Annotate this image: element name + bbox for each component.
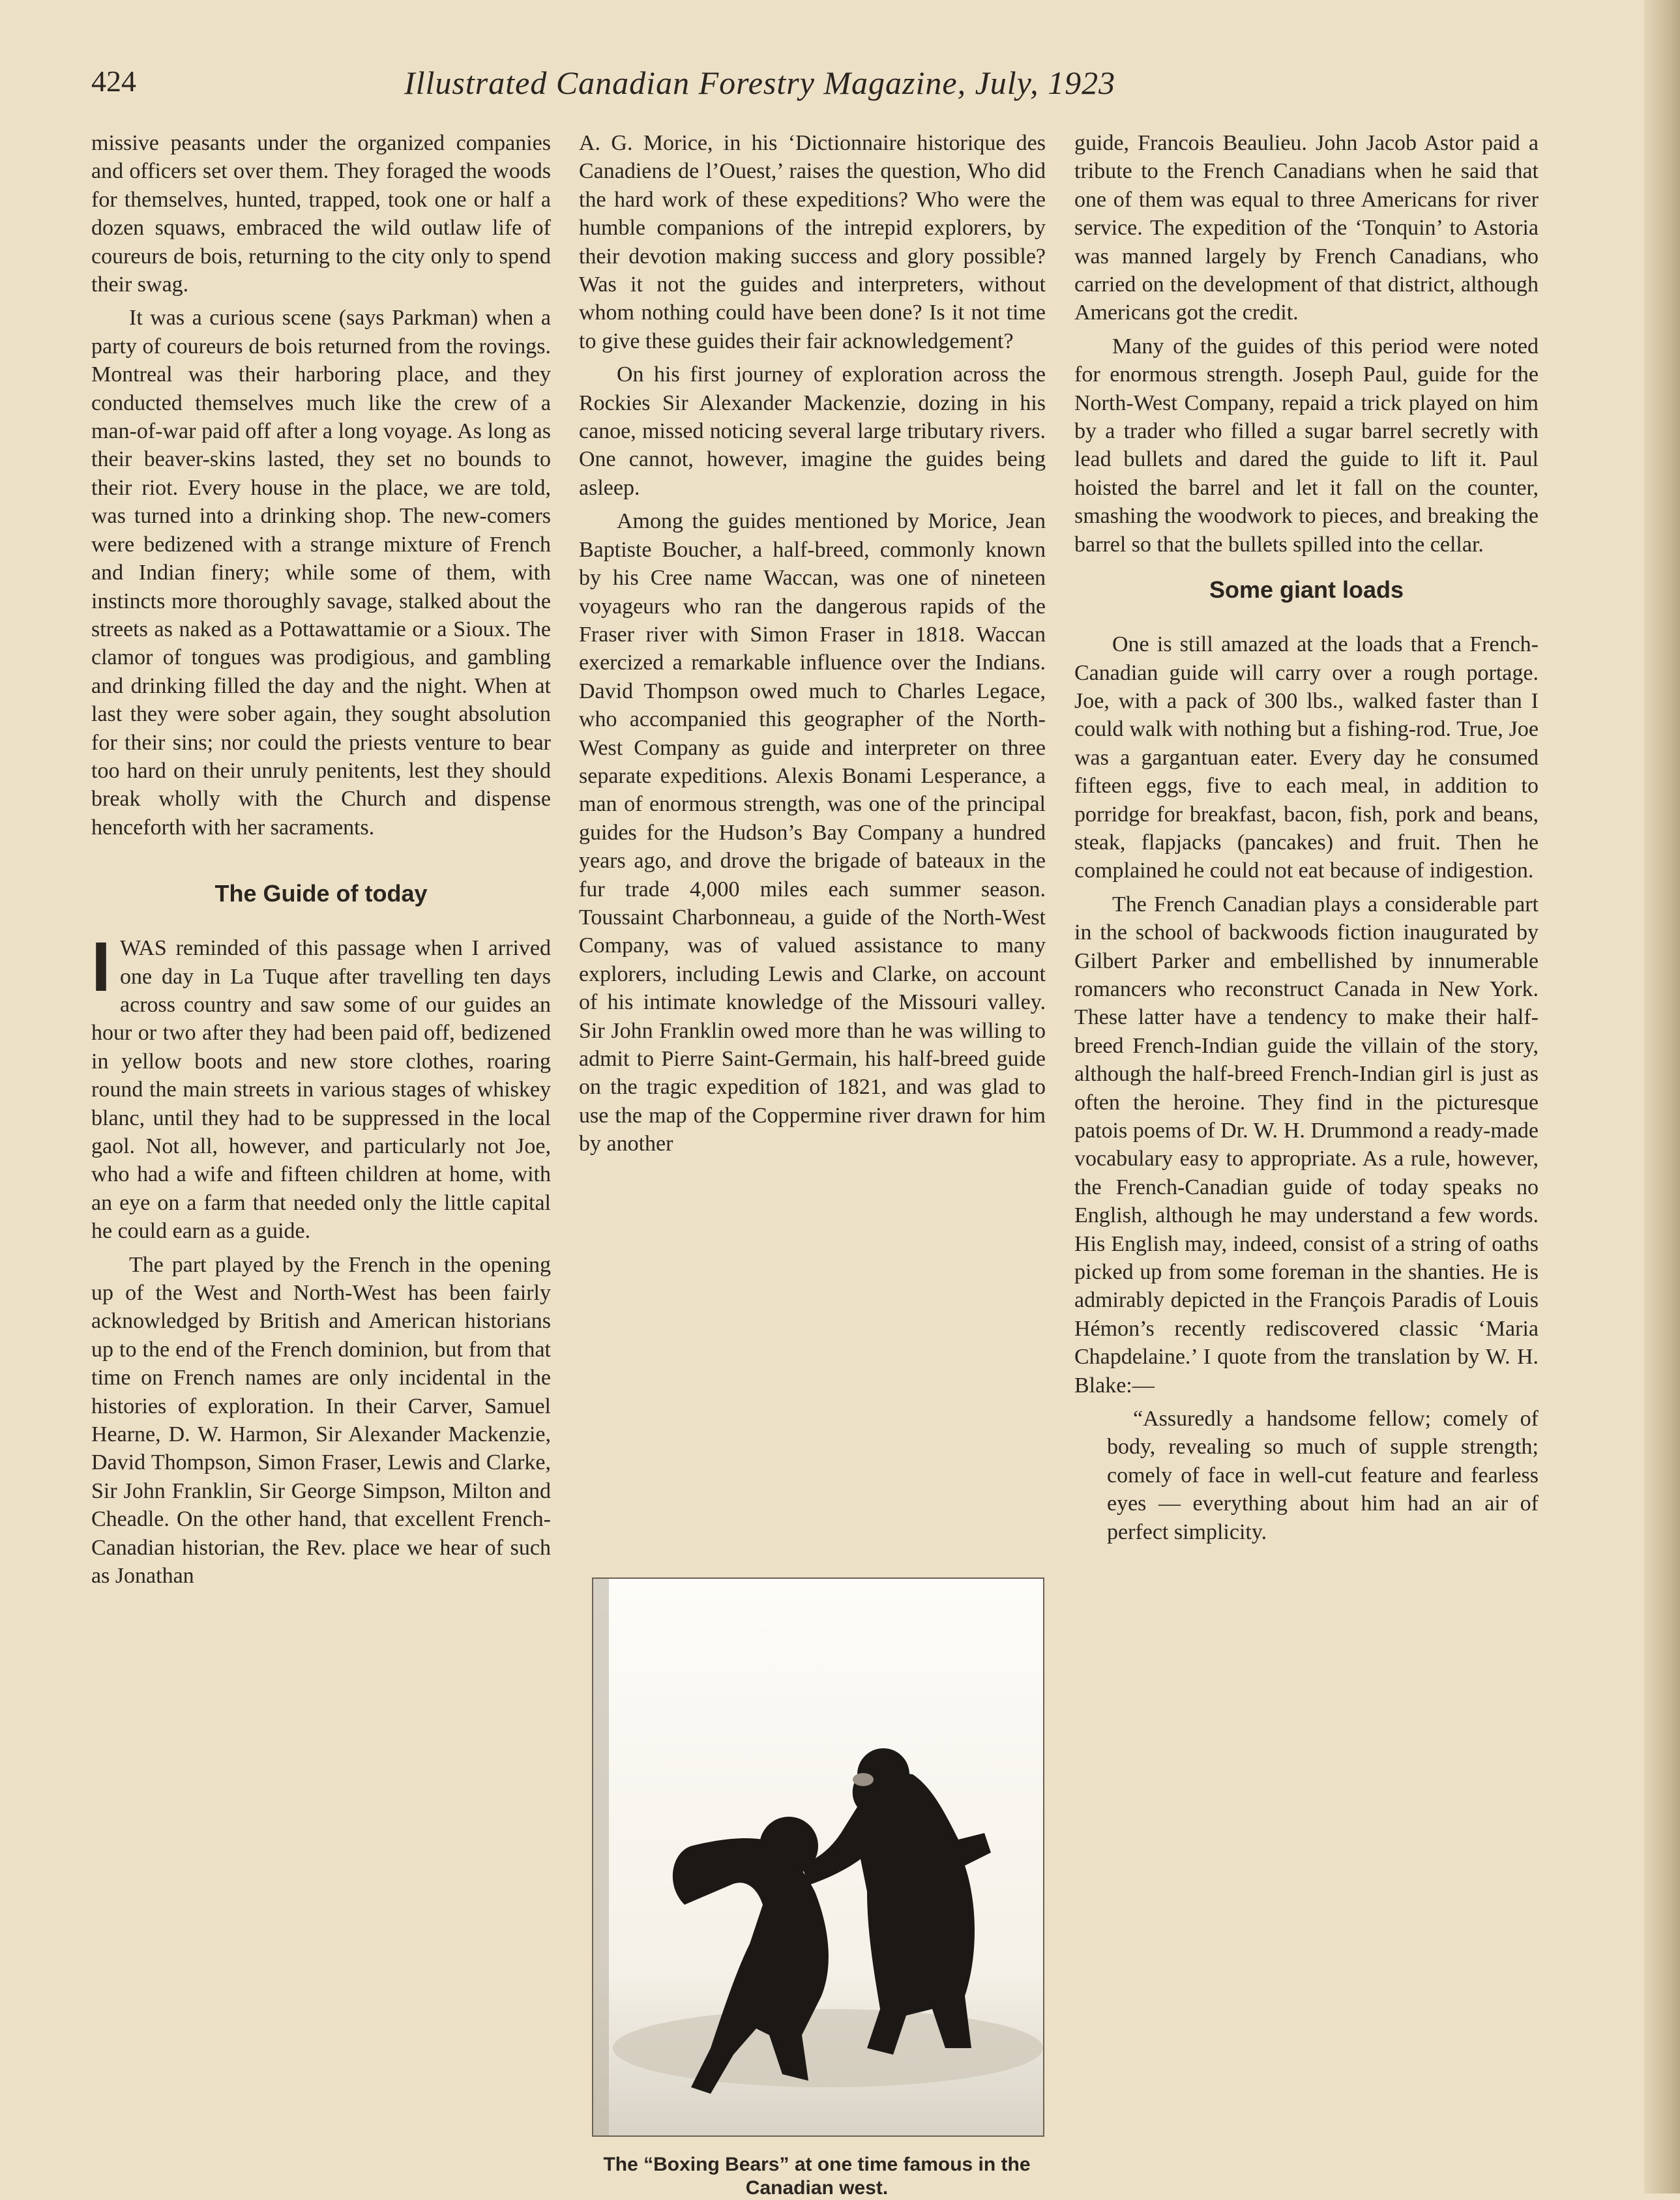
paragraph: guide, Francois Beaulieu. John Jacob Astor paid a tribute to the French Canadians when he said that one of them was equal to three Americans for river service. The expedition of the ‘Tonquin’ to Astoria was manned largely by French Canadians, who carried on the development of that district, although Americans got the credit. xyxy=(1074,131,1539,325)
page-number: 424 xyxy=(91,65,136,98)
paragraph-text: WAS reminded of this passage when I arrived one day in La Tuque after travelling ten days across country and saw some of our guides an hour or two after they had been paid off, bedizened in yellow boots and new store clothes, roaring round the main streets in various stages of whiskey blanc, until they had to be suppressed in the local gaol. Not all, however, and particularly not Joe, who had a wife and fifteen children at home, with an eye on a farm that needed only the little capital he could earn as a guide. xyxy=(91,936,551,1244)
block-quote xyxy=(1074,1405,1539,1546)
drop-cap: I xyxy=(91,927,111,1006)
bears-illustration xyxy=(593,1579,1043,2135)
page-edge-shadow xyxy=(1644,0,1680,2193)
section-heading-giant-loads: Some giant loads xyxy=(1209,576,1404,604)
running-title: Illustrated Canadian Forestry Magazine, July, 1923 xyxy=(404,65,1116,101)
photo-caption: The “Boxing Bears” at one time famous in the Canadian west. xyxy=(603,2154,1031,2199)
paragraph: A. G. Morice, in his ‘Dictionnaire historique des Canadiens de l’Ouest,’ raises the question, Who did the hard work of these expeditions? Who were the humble companions of the intrepid explorers, by their devotion making success and glory possible? Was it not the guides and interpreters, without whom nothing could have been done? Is it not time to give these guides their fair acknowledgement? xyxy=(579,131,1046,353)
paragraph: The part played by the French in the opening up of the West and North-West has been fairly acknowledged by British and American historians up to the end of the French dominion, but from that time on French names are only incidental in the histories of exploration. In their Carver, Samuel Hearne, D. W. Harmon, Sir Alexander Mackenzie, David Thompson, Simon Fraser, Lewis and Clarke, Sir John Franklin, Sir George Simpson, Milton and Cheadle. On the other hand, that excellent French-Canadian historian, the Rev. place we hear of such as Jonathan xyxy=(91,1252,551,1589)
page-header xyxy=(91,64,1239,110)
paragraph: Many of the guides of this period were noted for enormous strength. Joseph Paul, guide for the North-West Company, repaid a trick played on him by a trader who filled a sugar barrel secretly with lead bullets and dared the guide to lift it. Paul hoisted the barrel and let it fall on the counter, smashing the woodwork to pieces, and breaking the barrel so that the bullets spilled into the cellar. xyxy=(1074,334,1539,557)
boxing-bears-photo xyxy=(592,1577,1044,2137)
column-2 xyxy=(579,129,1046,1164)
paragraph: On his first journey of exploration across the Rockies Sir Alexander Mackenzie, dozing in his canoe, missed noticing several large tributary rivers. One cannot, however, imagine the guides being asleep. xyxy=(579,362,1046,500)
column-1 xyxy=(91,129,551,1596)
paragraph: It was a curious scene (says Parkman) when a party of coureurs de bois returned from the rovings. Montreal was their harboring place, and they conducted themselves much like the crew of a man-of-war paid off after a long voyage. As long as their beaver-skins lasted, they set no bounds to their riot. Every house in the place, we are told, was turned into a drinking shop. The new-comers were bedizened with a strange mixture of French and Indian finery; while some of them, with instincts more thoroughly savage, stalked about the streets as naked as a Pottawattamie or a Sioux. The clamor of tongues was prodigious, and gambling and drinking filled the day and the night. When at last they were sober again, they sought absolution for their sins; nor could the priests venture to bear too hard on their unruly penitents, lest they should break wholly with the Church and dispense henceforth with her sacraments. xyxy=(91,306,551,840)
column-3 xyxy=(1074,129,1539,1551)
quote-text: “Assuredly a handsome fellow; comely of body, revealing so much of supple strength; comely of face in well-cut feature and fearless eyes — everything about him had an air of perfect simplicity. xyxy=(1107,1407,1539,1544)
section-heading-guide-of-today: The Guide of today xyxy=(214,880,428,907)
paragraph: The French Canadian plays a considerable part in the school of backwoods fiction inaugurated by Gilbert Parker and embellished by innumerable romancers who reconstruct Canada in New York. These latter have a tendency to make their half-breed French-Indian guide the villain of the story, although the half-breed French-Indian girl is just as often the heroine. They find in the picturesque patois poems of Dr. W. H. Drummond a ready-made vocabulary easy to appropriate. As a rule, however, the French-Canadian guide of today speaks no English, although he may understand a few words. His English may, indeed, consist of a string of oaths picked up from some foreman in the shanties. He is admirably depicted in the François Paradis of Louis Hémon’s recently rediscovered classic ‘Maria Chapdelaine.’ I quote from the translation by W. H. Blake:— xyxy=(1074,892,1539,1398)
paragraph: missive peasants under the organized companies and officers set over them. They foraged the woods for themselves, hunted, trapped, took one or half a dozen squaws, embraced the wild outlaw life of coureurs de bois, returning to the city only to spend their swag. xyxy=(91,131,551,297)
paragraph: One is still amazed at the loads that a French-Canadian guide will carry over a rough portage. Joe, with a pack of 300 lbs., walked faster than I could walk with nothing but a fishing-rod. True, Joe was a gargantuan eater. Every day he consumed fifteen eggs, five to each meal, in addition to porridge for breakfast, bacon, fish, pork and beans, steak, flapjacks (pancakes) and fruit. Then he complained he could not eat because of indigestion. xyxy=(1074,632,1539,883)
paragraph-with-dropcap xyxy=(91,927,551,1245)
paragraph: Among the guides mentioned by Morice, Jean Baptiste Boucher, a half-breed, commonly known by his Cree name Waccan, was one of nineteen voyageurs who ran the dangerous rapids of the Fraser river with Simon Fraser in 1818. Waccan exercized a remarkable influence over the Indians. David Thompson owed much to Charles Legace, who accompanied this geographer of the North-West Company as guide and interpreter on three separate expeditions. Alexis Bonami Lesperance, a man of enormous strength, was one of the principal guides for the Hudson’s Bay Company a hundred years ago, and drove the brigade of bateaux in the fur trade 4,000 miles each summer season. Toussaint Charbonneau, a guide of the North-West Company, was of valued assistance to many explorers, including Lewis and Clarke, on account of his intimate knowledge of the Missouri valley. Sir John Franklin owed more than he was willing to admit to Pierre Saint-Germain, his half-breed guide on the tragic expedition of 1821, and was glad to use the map of the Coppermine river drawn for him by another xyxy=(579,509,1046,1156)
